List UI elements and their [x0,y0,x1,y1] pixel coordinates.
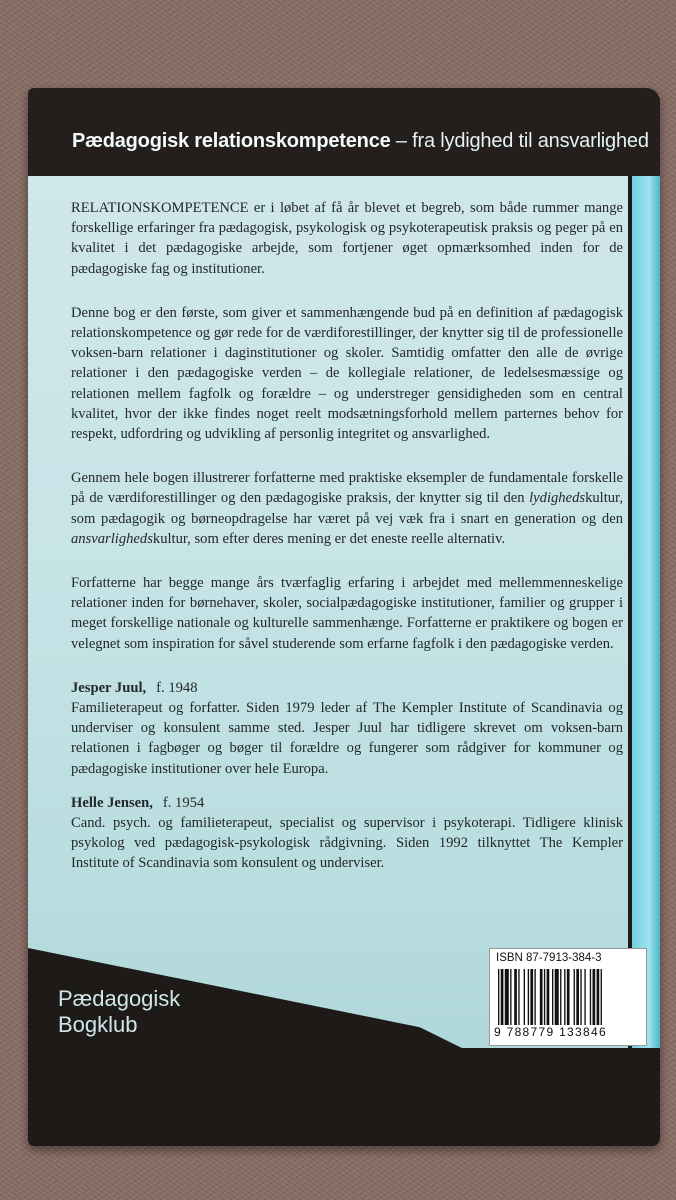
author-birth-year: f. 1954 [162,794,205,811]
bottom-band-corner [448,1048,660,1146]
publisher-line-2: Bogklub [58,1012,138,1037]
barcode-stripe [518,969,519,1025]
emphasis-lydigheds: lydigheds [529,490,586,507]
book-back-cover [28,88,660,1146]
barcode-stripe [505,969,509,1025]
barcode-stripe [574,969,575,1025]
author-birth-year: f. 1948 [156,679,198,696]
book-title [72,130,649,153]
barcode-stripe [528,969,529,1025]
barcode-stripe [552,969,553,1025]
barcode-stripe [601,969,602,1025]
barcode-stripe [580,969,581,1025]
paragraph-definition: Denne bog er den første, som giver et sammenhængende bud på en definition af pædagogisk relationskompetence og gør rede for de værdiforestillinger, der knytter sig til de professionelle voksen-barn relationer i daginstitutioner og skoler. Samtidig omfatter den alle de øvrige relationer i den pædagogiske verden – de kollegiale relationer, de ledelsesmæssige og relationen mellem fagfolk og forældre – og understreger gensidigheden som en central kvalitet, hvor der ikke findes noget reelt modsætningsforhold mellem parternes behov for respekt, udfordring og udvikling af personlig integritet og ansvarlighed. [71,304,623,443]
barcode-stripe [540,969,543,1025]
barcode-stripe [590,969,591,1025]
author-block [71,793,623,874]
author-bio: Familieterapeut og forfatter. Siden 1979 leder af The Kempler Institute of Scandinavia og underviser og konsulent samme sted. Jesper Juul har tidligere skrevet om voksen-barn relationen i fagbøger og bøger til forældre og fungerer som rådgiver for kommuner og pædagogiske institutioner over hele Europa. [71,700,623,777]
barcode-label [489,948,647,1046]
emphasis-ansvarligheds: ansvarligheds [71,530,153,547]
barcode-stripe [547,969,550,1025]
barcode-stripe [597,969,600,1025]
paragraph-intro: RELATIONSKOMPETENCE er i løbet af få år blevet et begreb, som både rummer mange forskellige erfaringer fra pædagogisk, psykologisk og psykoterapeutisk praksis og peger på en kvalitet i det pædagogiske arbejde, som fortjener øget opmærksomhed inden for de pædagogiske fag og institutioner. [71,200,623,277]
author-block [71,678,623,779]
barcode-stripe [593,969,596,1025]
barcode-digits: 9 788779 133846 [494,1025,607,1039]
barcode-stripe [510,969,511,1025]
barcode-stripe [534,969,535,1025]
author-name: Helle Jensen, [71,794,153,811]
book-subtitle: – fra lydighed til ansvarlighed [390,130,649,152]
barcode-stripe [567,969,570,1025]
isbn-text: ISBN 87-7913-384-3 [496,952,602,964]
barcode-stripe [501,969,504,1025]
barcode-stripe [530,969,533,1025]
barcode-stripe [555,969,559,1025]
barcode-stripe [544,969,545,1025]
cover-header-band [28,88,660,176]
barcode-stripe [564,969,565,1025]
author-bio: Cand. psych. og familieterapeut, specialist og supervisor i psykoterapi. Tidligere klinisk psykolog ved pædagogisk-psykologisk rådgivning. Siden 1992 tilknyttet The Kempler Institute of Scandinavia som konsulent og underviser. [71,815,623,872]
barcode-stripe [576,969,579,1025]
blurb-text [71,198,623,888]
barcode-stripe [584,969,585,1025]
paragraph-cultures: Gennem hele bogen illustrerer forfatterne med praktiske eksempler de fundamentale forskelle på de værdiforestillinger og den pædagogiske praksis, der knytter sig til den lydighedskultur, som pædagogik og børneopdragelse har været på vej væk fra i snart en generation og den ansvarlighedskultur, som efter deres mening er det eneste reelle alternativ. [71,470,623,547]
book-title-main: Pædagogisk relationskompetence [72,130,391,152]
publisher-logo [58,986,180,1038]
barcode-bars [498,969,638,1025]
publisher-line-1: Pædagogisk [58,986,181,1011]
barcode-stripe [498,969,499,1025]
paragraph-authors-experience: Forfatterne har begge mange års tværfaglig erfaring i arbejdet med mellemmenneskelige relationer inden for børnehaver, skoler, socialpædagogiske institutioner, familier og grupper i meget forskellige nationale og kulturelle sammenhænge. Forfatterne er praktikere og bogen er velegnet som inspiration for såvel studerende som erfarne fagfolk i den pædagogiske verden. [71,575,623,652]
author-name: Jesper Juul, [71,679,147,696]
barcode-stripe [560,969,561,1025]
barcode-stripe [514,969,517,1025]
barcode-stripe [524,969,525,1025]
